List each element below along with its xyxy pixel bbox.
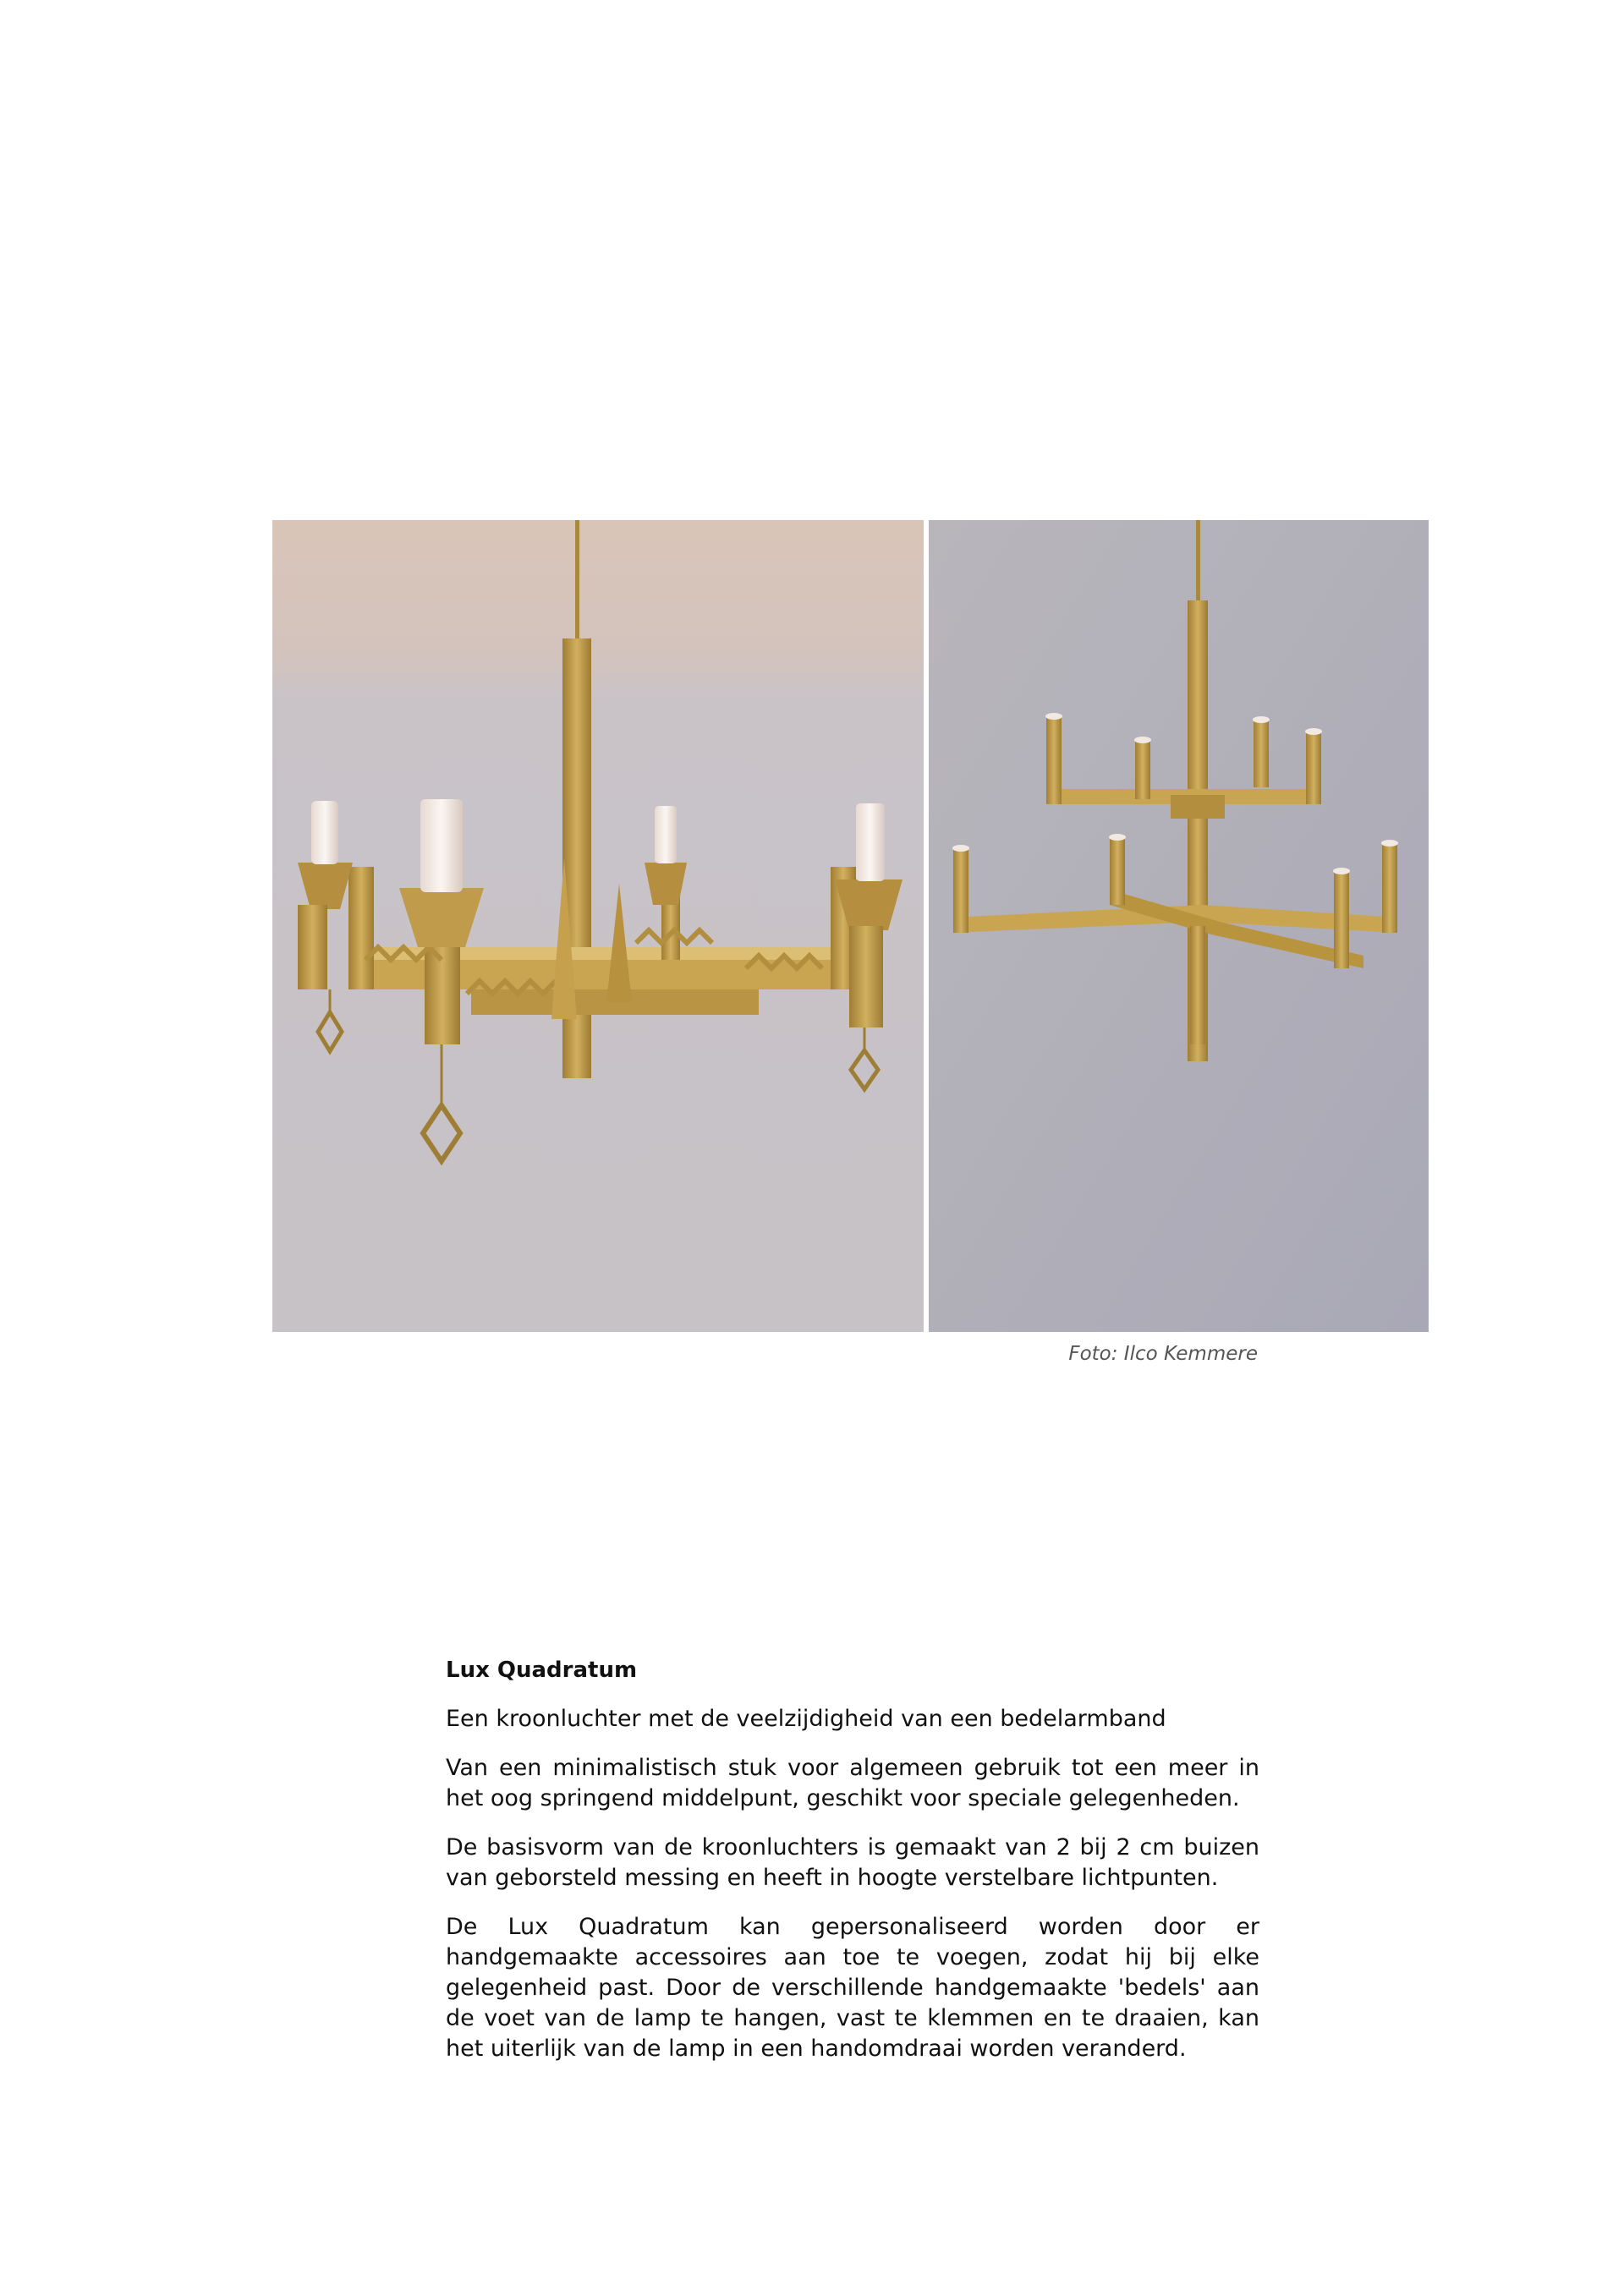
article-subtitle: Een kroonluchter met de veelzijdigheid van een bedelarmband	[446, 1706, 1166, 1732]
paragraph-3: De Lux Quadratum kan gepersonaliseerd worden door er handgemaakte accessoires aan toe te voegen, zodat hij bij elke gelegenheid past. Door de verschillende handgemaakte 'bedels' aan de voet van de lamp te hangen, vast te klemmen en te draaien, kan het uiterlijk van de lamp in een handomdraai worden veranderd.	[446, 1914, 1259, 2062]
paragraph-1: Van een minimalistisch stuk voor algemeen gebruik tot een meer in het oog springend middelpunt, geschikt voor speciale gelegenheden.	[446, 1755, 1259, 1811]
paragraph-2: De basisvorm van de kroonluchters is gemaakt van 2 bij 2 cm buizen van geborsteld messing en heeft in hoogte verstelbare lichtpunten.	[446, 1834, 1259, 1891]
chandelier-photo	[272, 520, 1429, 1332]
right-photo	[929, 520, 1429, 1332]
article-title: Lux Quadratum	[446, 1658, 638, 1683]
article-text	[446, 1655, 1259, 2083]
left-photo	[272, 520, 924, 1332]
photo-credit: Foto: Ilco Kemmere	[1068, 1343, 1258, 1365]
